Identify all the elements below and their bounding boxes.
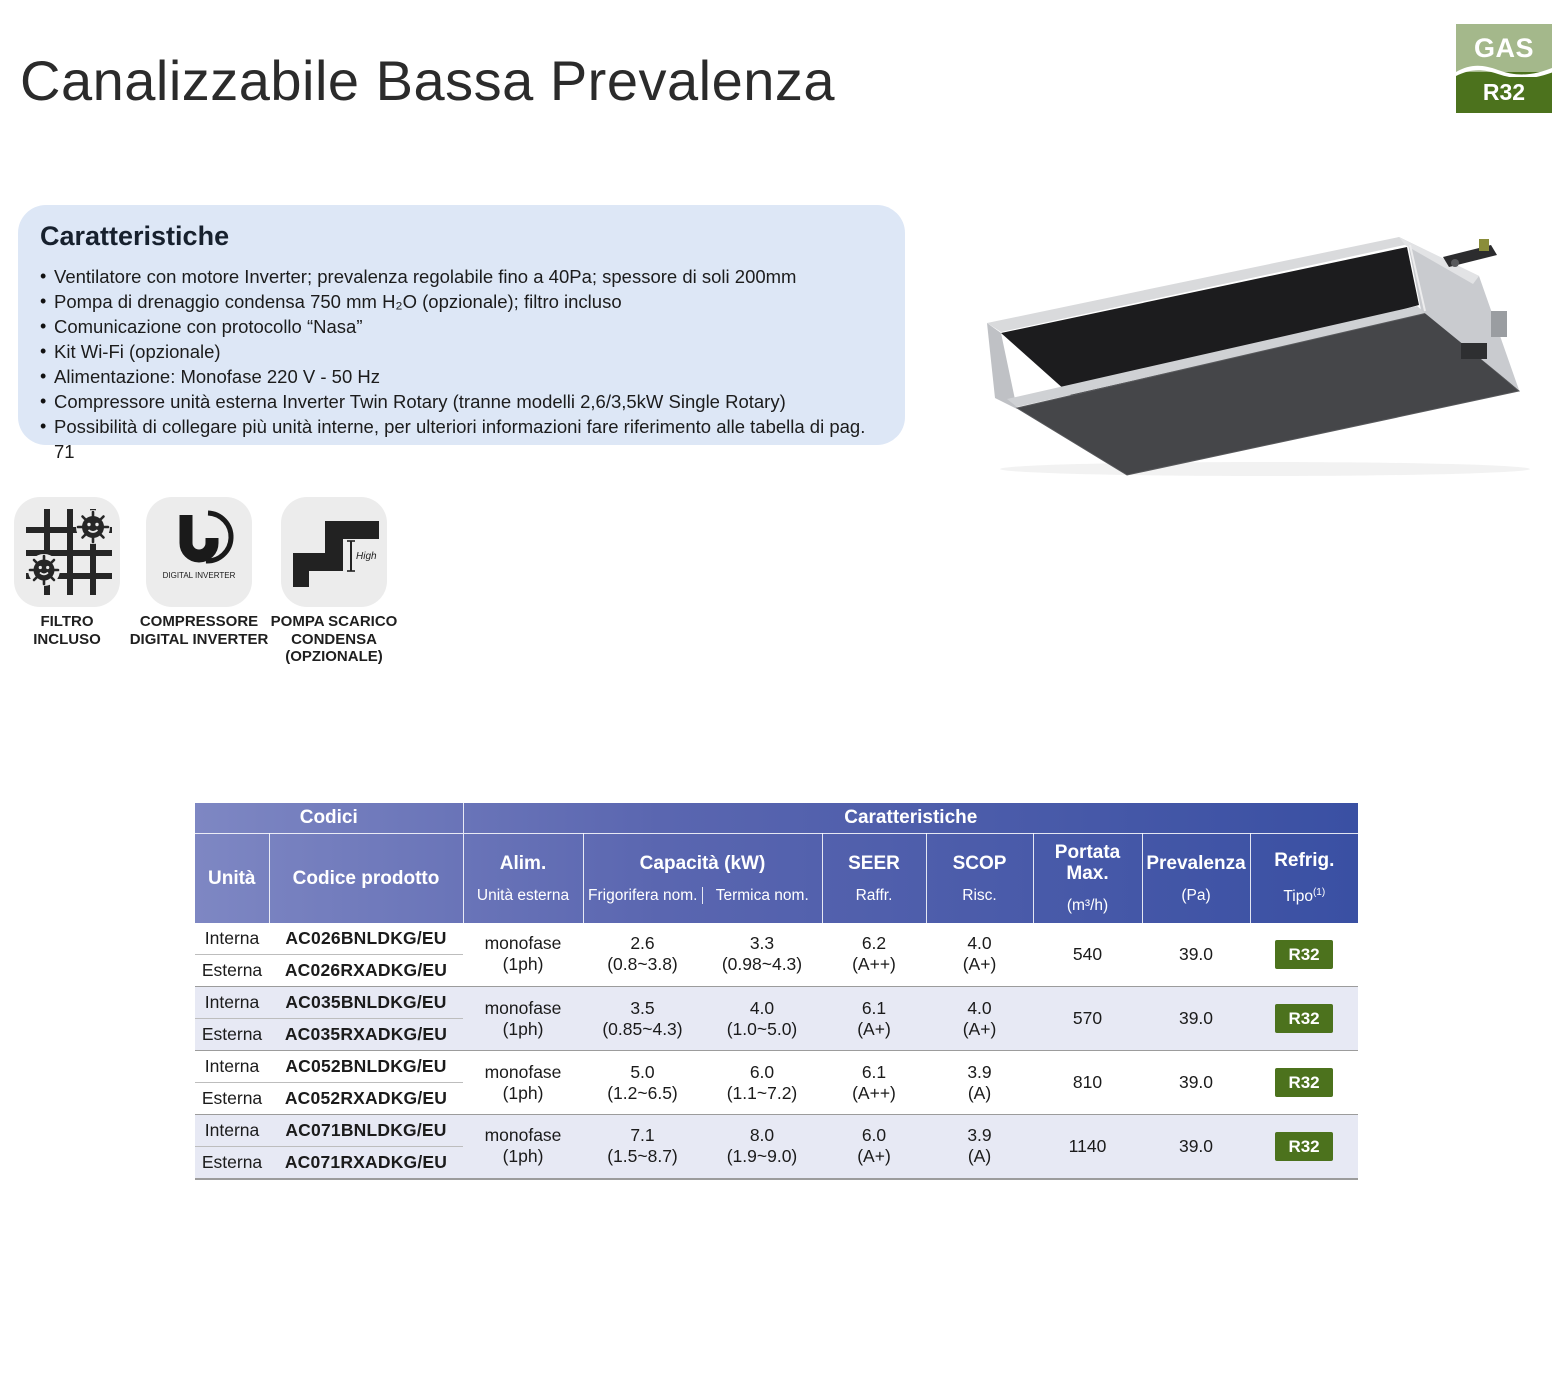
portata-cell: 540	[1072, 943, 1103, 964]
unit-cell: Esterna	[201, 960, 263, 980]
alim-cell: monofase (1ph)	[484, 933, 562, 975]
product-photo-ducted-unit	[955, 183, 1565, 478]
r32-label: R32	[1456, 72, 1552, 113]
col-header-refrig: Refrig. Tipo$^{(1)}$	[1250, 833, 1358, 923]
band-codici: Codici	[195, 803, 463, 833]
term-cell: 3.3 (0.98~4.3)	[721, 933, 803, 975]
refrig-cell	[1250, 1051, 1358, 1115]
scop-cell: 4.0 (A+)	[962, 933, 997, 975]
col-header-seer: SEER Raffr.	[822, 833, 926, 923]
feature-bullet: • Alimentazione: Monofase 220 V - 50 Hz	[40, 364, 879, 389]
alim-cell: monofase (1ph)	[463, 1115, 583, 1179]
col-header-scop: SCOP Risc.	[926, 833, 1033, 923]
seer-cell: 6.1 (A++)	[822, 1051, 926, 1115]
band-caratteristiche: Caratteristiche	[463, 803, 1358, 833]
r32-badge: R32	[1275, 940, 1332, 969]
digital-inverter-label: COMPRESSORE DIGITAL INVERTER	[129, 613, 269, 648]
feature-bullet: • Compressore unità esterna Inverter Twin Rotary (tranne modelli 2,6/3,5kW Single Rotary)	[40, 389, 879, 414]
unit-cell: Interna	[195, 1115, 269, 1147]
spec-table-body	[195, 923, 1358, 1179]
frig-cell: 7.1 (1.5~8.7)	[583, 1115, 702, 1179]
prevalenza-cell: 39.0	[1142, 1051, 1250, 1115]
digital-inverter-text: DIGITAL INVERTER	[162, 571, 236, 580]
code-cell: AC026RXADKG/EU	[284, 960, 448, 980]
gas-label: GAS	[1456, 24, 1552, 72]
features-panel	[18, 205, 905, 462]
r32-badge: R32	[1275, 1068, 1332, 1097]
code-cell: AC035BNLDKG/EU	[269, 987, 463, 1019]
r32-badge: R32	[1275, 1132, 1332, 1161]
unit-cell: Esterna	[201, 1088, 263, 1108]
filter-included-icon	[14, 497, 120, 607]
features-heading: Caratteristiche	[40, 221, 230, 251]
term-cell: 6.0 (1.1~7.2)	[702, 1051, 822, 1115]
spec-table-header	[195, 803, 1358, 923]
frig-cell: 2.6 (0.8~3.8)	[607, 933, 678, 975]
code-cell: AC071BNLDKG/EU	[269, 1115, 463, 1147]
code-cell: AC035RXADKG/EU	[269, 1019, 463, 1051]
feature-bullet: • Possibilità di collegare più unità interne, per ulteriori informazioni fare riferimento alle tabella di pag. 71	[40, 414, 879, 464]
digital-inverter-icon	[146, 497, 252, 607]
table-row	[195, 1115, 1358, 1147]
refrig-cell	[1250, 987, 1358, 1051]
col-header-alim: Alim. Unità esterna	[463, 833, 583, 923]
page-title: Canalizzabile Bassa Prevalenza	[20, 49, 835, 112]
col-header-prevalenza: Prevalenza (Pa)	[1142, 833, 1250, 923]
condensate-pump-icon	[281, 497, 387, 607]
prevalenza-cell: 39.0	[1142, 1115, 1250, 1179]
badge-wave-divider	[1456, 63, 1552, 77]
code-cell: AC071RXADKG/EU	[269, 1147, 463, 1179]
feature-bullet: • Ventilatore con motore Inverter; prevalenza regolabile fino a 40Pa; spessore di soli 200mm	[40, 264, 879, 289]
table-row	[195, 923, 1358, 955]
frig-cell: 5.0 (1.2~6.5)	[583, 1051, 702, 1115]
condensate-pump-label: POMPA SCARICO CONDENSA (OPZIONALE)	[270, 613, 398, 665]
feature-bullet: • Pompa di drenaggio condensa 750 mm H₂O (opzionale); filtro incluso	[40, 289, 879, 314]
code-cell: AC052RXADKG/EU	[284, 1088, 448, 1108]
portata-cell: 810	[1033, 1051, 1142, 1115]
spec-table	[195, 803, 1358, 1180]
alim-cell: monofase (1ph)	[463, 987, 583, 1051]
refrig-cell	[1250, 923, 1358, 987]
unit-cell: Interna	[195, 923, 269, 955]
portata-cell: 570	[1033, 987, 1142, 1051]
col-header-portata: Portata Max. (m³/h)	[1033, 833, 1142, 923]
refrig-cell	[1250, 1115, 1358, 1179]
col-header-codice-prodotto: Codice prodotto	[269, 833, 463, 923]
col-header-termica: Termica nom.	[702, 887, 822, 904]
seer-cell: 6.1 (A+)	[822, 987, 926, 1051]
feature-bullet: • Kit Wi-Fi (opzionale)	[40, 339, 879, 364]
scop-cell: 3.9 (A)	[926, 1115, 1033, 1179]
alim-cell: monofase (1ph)	[463, 1051, 583, 1115]
gas-r32-badge	[1456, 24, 1552, 113]
term-cell: 4.0 (1.0~5.0)	[702, 987, 822, 1051]
drain-pipe-icon	[281, 497, 387, 607]
digital-inverter-logo-icon	[146, 497, 252, 607]
feature-bullet: • Comunicazione con protocollo “Nasa”	[40, 314, 879, 339]
high-text: High	[356, 551, 377, 562]
unit-cell: Esterna	[195, 1019, 269, 1051]
r32-badge: R32	[1275, 1004, 1332, 1033]
frig-cell: 3.5 (0.85~4.3)	[583, 987, 702, 1051]
code-cell: AC052BNLDKG/EU	[269, 1051, 463, 1083]
col-header-capacita: Capacità (kW) Frigorifera nom. Termica nom.	[583, 833, 822, 923]
features-list	[40, 264, 879, 464]
term-cell: 8.0 (1.9~9.0)	[702, 1115, 822, 1179]
portata-cell: 1140	[1033, 1115, 1142, 1179]
prevalenza-cell: 39.0	[1178, 943, 1214, 964]
table-row	[195, 987, 1358, 1019]
unit-cell: Esterna	[195, 1147, 269, 1179]
code-cell: AC026BNLDKG/EU	[269, 923, 463, 955]
scop-cell: 4.0 (A+)	[926, 987, 1033, 1051]
filter-grid-icon	[14, 497, 120, 607]
seer-cell: 6.0 (A+)	[822, 1115, 926, 1179]
seer-cell: 6.2 (A++)	[852, 933, 896, 975]
filter-included-label: FILTRO INCLUSO	[33, 613, 101, 648]
prevalenza-cell: 39.0	[1142, 987, 1250, 1051]
col-header-frigorifera: Frigorifera nom.	[588, 886, 698, 904]
col-header-unita: Unità	[208, 867, 256, 889]
unit-cell: Interna	[195, 1051, 269, 1083]
scop-cell: 3.9 (A)	[926, 1051, 1033, 1115]
unit-cell: Interna	[195, 987, 269, 1019]
table-row	[195, 1051, 1358, 1083]
